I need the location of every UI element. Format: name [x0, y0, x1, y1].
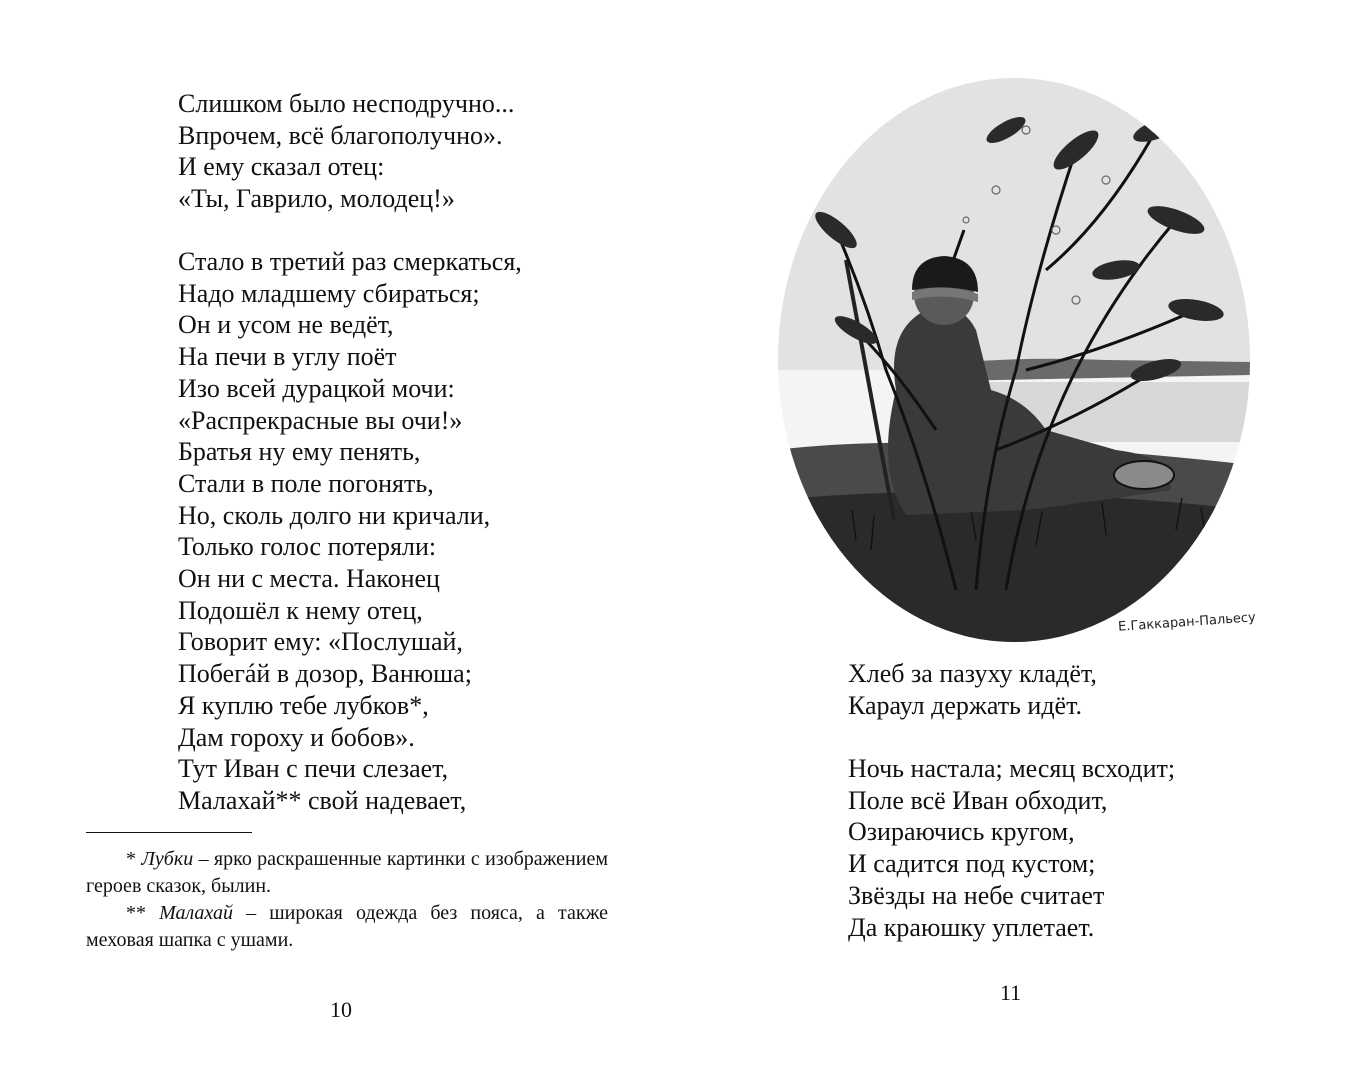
poem-line: Братья ну ему пенять, [178, 437, 421, 467]
poem-line: Хлеб за пазуху кладёт, [848, 659, 1097, 688]
poem-line: Но, сколь долго ни кричали, [178, 500, 491, 530]
poem-line: Тут Иван с печи слезает, [178, 754, 449, 784]
poem-line: Ночь настала; месяц всходит; [848, 754, 1176, 783]
poem-line: Изо всей дурацкой мочи: [178, 373, 455, 403]
poem-line: Малахай** свой надевает, [178, 785, 467, 815]
poem-line: Стали в поле погонять, [178, 468, 434, 498]
poem-line: Побегáй в дозор, Ванюша; [178, 659, 472, 689]
footnote [86, 900, 608, 954]
footnotes [86, 846, 608, 954]
poem-stanza [848, 753, 1175, 943]
poem-line: Говорит ему: «Послушай, [178, 627, 463, 657]
footnote-text: – ярко раскрашенные картинки с изображением героев сказок, былин. [86, 848, 608, 897]
poem-line: Озираючись кругом, [848, 817, 1075, 847]
page-number: 11 [1000, 980, 1022, 1005]
footnote-term: Малахай [159, 902, 234, 924]
poem-line: Надо младшему сбираться; [178, 278, 480, 308]
poem-line: Караул держать идёт. [848, 690, 1082, 720]
footnote-divider [86, 832, 252, 833]
poem-stanza [178, 88, 514, 215]
footnote-mark: * [126, 848, 136, 870]
poem-line: Да краюшку уплетает. [848, 912, 1095, 942]
illustrator-signature: Е.Гаккаран-Пальесу [1117, 610, 1257, 635]
footnote-term: Лубки [141, 848, 194, 870]
poem-line: «Ты, Гаврило, молодец!» [178, 184, 455, 214]
poem-line: Звёзды на небе считает [848, 880, 1105, 910]
poem-line: Поле всё Иван обходит, [848, 785, 1108, 815]
poem-stanza [848, 658, 1097, 721]
engraving-boy-under-rowan-bush-icon [776, 70, 1257, 642]
page-number: 10 [330, 997, 352, 1022]
poem-line: Я куплю тебе лубков*, [178, 690, 429, 720]
poem-line: Дам гороху и бобов». [178, 722, 415, 752]
poem-line: Стало в третий раз смеркаться, [178, 247, 522, 276]
poem-line: И садится под кустом; [848, 849, 1096, 879]
footnote-mark: ** [126, 902, 146, 924]
poem-line: На печи в углу поёт [178, 342, 397, 372]
poem-line: Впрочем, всё благополучно». [178, 120, 503, 150]
poem-line: Он ни с места. Наконец [178, 564, 440, 594]
poem-line: Он и усом не ведёт, [178, 310, 394, 340]
poem-line: Подошёл к нему отец, [178, 595, 423, 625]
poem-stanza [178, 246, 522, 817]
footnote [86, 846, 608, 900]
poem-line: «Распрекрасные вы очи!» [178, 405, 463, 435]
footnote-text: – широкая одежда без пояса, а также меховая шапка с ушами. [86, 902, 608, 951]
right-page [680, 0, 1359, 1080]
poem-line: Только голос потеряли: [178, 532, 437, 562]
poem-line: И ему сказал отец: [178, 152, 385, 182]
poem-line: Слишком было несподручно... [178, 89, 515, 118]
